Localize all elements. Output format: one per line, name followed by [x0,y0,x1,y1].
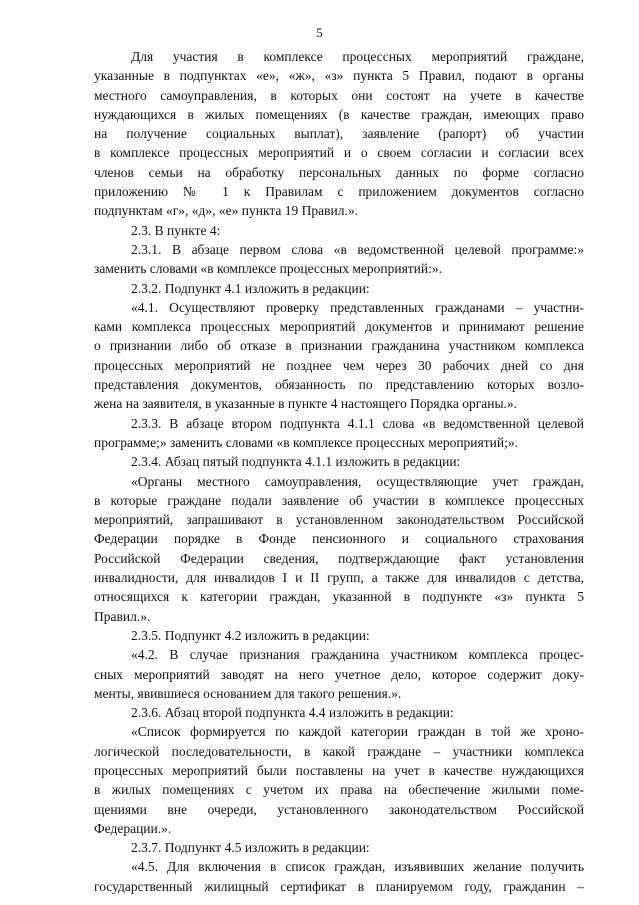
text-line: 2.3.6. Абзац второй подпункта 4.4 изложить в редакции: [131,705,454,721]
text-line: процессных мероприятий не позднее чем через 30 рабочих дней со дня [94,357,584,373]
text-line: местного самоуправления, в которых они состоят на учете в качестве [94,87,584,103]
body-text [94,47,584,896]
text-line: подпунктам «г», «д», «е» пункта 19 Правил.». [94,203,358,219]
text-line: относящихся к категории граждан, указанной в подпункте «з» пункта 5 [94,589,584,605]
text-line: о признании либо об отказе в признании гражданина участником комплекса [94,338,584,354]
text-line: на получение социальных выплат), заявление (рапорт) об участии [94,126,584,142]
page-number: 5 [316,25,323,40]
text-line: Федерации порядке в Фонде пенсионного и социального страхования [94,531,584,547]
text-line: программе;» заменить словами «в комплексе процессных мероприятий;». [94,434,518,450]
text-line: процессных мероприятий были поставлены на учет в качестве нуждающихся [94,762,584,778]
text-line: членов семьи на обработку персональных данных по форме согласно [94,164,584,180]
text-line: ками комплекса процессных мероприятий документов и принимают решение [94,319,584,335]
text-line: 2.3.5. Подпункт 4.2 изложить в редакции: [131,627,370,643]
text-line: «Список формируется по каждой категории граждан в той же хроно- [131,724,584,740]
text-line: «4.2. В случае признания гражданина участником комплекса процес- [131,647,584,663]
text-line: 2.3.7. Подпункт 4.5 изложить в редакции: [131,840,370,856]
text-line: «4.5. Для включения в список граждан, изъявивших желание получить [131,859,584,875]
text-line: 2.3.1. В абзаце первом слова «в ведомственной целевой программе:» [131,241,584,257]
text-line: сных мероприятий заводят на него учетное дело, которое содержит доку- [94,666,584,682]
text-line: 2.3. В пункте 4: [131,222,221,238]
text-line: Федерации.». [94,820,172,836]
text-line: Российской Федерации сведения, подтверждающие факт установления [94,550,584,566]
text-line: жена на заявителя, в указанные в пункте 4 настоящего Порядка органы.». [94,396,518,412]
text-line: приложению № 1 к Правилам с приложением документов согласно [94,184,584,200]
text-line: 2.3.2. Подпункт 4.1 изложить в редакции: [131,280,370,296]
text-line: менты, явившиеся основанием для такого решения.». [94,685,402,701]
text-line: щениями вне очереди, установленного законодательством Российской [94,801,584,817]
text-line: в которые граждане подали заявление об участии в комплексе процессных [94,492,584,508]
text-line: логической последовательности, в какой граждане – участники комплекса [94,743,584,759]
text-line: мероприятий, запрашивают в установленном законодательством Российской [94,512,584,528]
text-line: государственный жилищный сертификат в планируемом году, гражданин – [94,878,584,894]
text-line: инвалидности, для инвалидов I и II групп, а также для инвалидов с детства, [94,570,584,586]
text-line: указанные в подпунктах «е», «ж», «з» пункта 5 Правил, подают в органы [94,68,584,84]
text-line: в жилых помещениях с учетом их права на обеспечение жилыми поме- [94,782,584,798]
text-line: заменить словами «в комплексе процессных мероприятий:». [94,261,443,277]
text-line: 2.3.4. Абзац пятый подпункта 4.1.1 изложить в редакции: [131,454,461,470]
text-line: в комплексе процессных мероприятий и о своем согласии и согласии всех [94,145,584,161]
text-line: представления документов, обязанность по представлению которых возло- [94,377,584,393]
text-line: «Органы местного самоуправления, осуществляющие учет граждан, [131,473,584,489]
text-line: Для участия в комплексе процессных мероприятий граждане, [131,49,584,64]
text-line: 2.3.3. В абзаце втором подпункта 4.1.1 слова «в ведомственной целевой [131,415,584,431]
text-line: Правил.». [94,608,151,624]
text-line: «4.1. Осуществляют проверку представленных гражданами – участни- [131,299,584,315]
text-line: нуждающихся в жилых помещениях (в качестве граждан, имеющих право [94,106,584,122]
